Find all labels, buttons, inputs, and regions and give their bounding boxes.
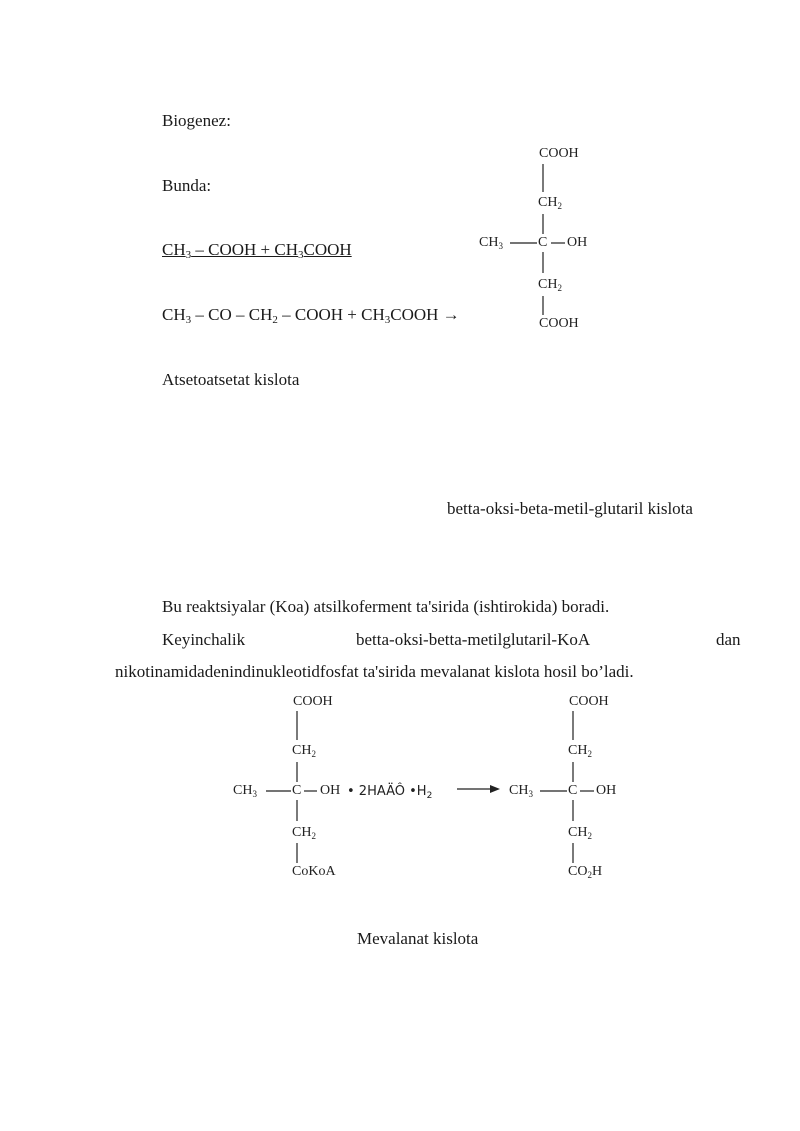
- struct2-ch2-lower: [292, 825, 316, 841]
- struct2-left: CH: [233, 783, 253, 798]
- struct1-ch2b: CH: [538, 277, 558, 292]
- struct2-ch2b-sub: 2: [311, 831, 316, 841]
- biogenez-heading: Biogenez:: [162, 111, 231, 130]
- struct1-left-sub: 3: [498, 241, 503, 251]
- struct3-methyl: [509, 783, 533, 799]
- struct1-ch2a: CH: [538, 195, 558, 210]
- eq1-part: – COOH + CH: [191, 240, 298, 259]
- struct1-bottom: COOH: [539, 316, 579, 331]
- struct3-bottom: [568, 864, 602, 880]
- struct1-ch2a-sub: 2: [557, 201, 562, 211]
- struct2-ch2a: CH: [292, 743, 312, 758]
- atsetoatsetat-label: Atsetoatsetat kislota: [162, 370, 300, 389]
- struct3-ch2a: CH: [568, 743, 588, 758]
- struct1-methyl: [479, 235, 503, 251]
- struct3-bottom-sub: 2: [587, 870, 592, 880]
- struct3-top: COOH: [569, 694, 609, 709]
- struct3-ch2b-sub: 2: [587, 831, 592, 841]
- struct2-carbon: C: [292, 783, 302, 798]
- paragraph-2-word-2: betta-oksi-betta-metilglutaril-KoA: [356, 630, 591, 649]
- betta-label: betta-oksi-beta-metil-glutaril kislota: [447, 499, 693, 518]
- eq2-sub: 3: [185, 314, 192, 326]
- struct2-ch2-upper: [292, 743, 316, 759]
- struct3-ch2b: CH: [568, 825, 588, 840]
- struct2-ch2b: CH: [292, 825, 312, 840]
- struct2-left-sub: 3: [252, 789, 257, 799]
- eq2-sub: 3: [384, 314, 391, 326]
- struct1-carbon: C: [538, 235, 548, 250]
- paragraph-2-word-1: Keyinchalik: [162, 630, 246, 649]
- eq2-part: CH: [162, 305, 186, 324]
- reaction-arrow: [457, 785, 500, 793]
- eq2-part: – CO – CH: [191, 305, 273, 324]
- struct2-methyl: [233, 783, 257, 799]
- struct3-ch2-lower: [568, 825, 592, 841]
- eq1-part: CH: [162, 240, 186, 259]
- eq1-sub: 3: [298, 249, 304, 261]
- struct2-bottom: CoKoA: [292, 864, 336, 879]
- struct2-ch2a-sub: 2: [311, 749, 316, 759]
- struct3-left: CH: [509, 783, 529, 798]
- equation-1: [162, 240, 352, 260]
- struct3-hydroxyl: OH: [596, 783, 617, 798]
- struct2-reagent: [347, 784, 432, 799]
- paragraph-1: Bu reaktsiyalar (Koa) atsilkoferment ta'sirida (ishtirokida) boradi.: [162, 597, 610, 616]
- paragraph-2-word-3: dan: [716, 630, 741, 649]
- equation-2: [162, 305, 460, 325]
- struct3-bottom-a: CO: [568, 864, 588, 879]
- struct1-hydroxyl: OH: [567, 235, 588, 250]
- paragraph-2-line-2: nikotinamidadenindinukleotidfosfat ta'sirida mevalanat kislota hosil bo’ladi.: [115, 662, 634, 681]
- bunda-label: Bunda:: [162, 176, 212, 195]
- struct2-top: COOH: [293, 694, 333, 709]
- eq2-part: COOH →: [390, 305, 460, 324]
- struct2-reagent-text: • 2HAÄÔ •H: [347, 784, 427, 799]
- struct1-ch2b-sub: 2: [557, 283, 562, 293]
- struct1-top: COOH: [539, 146, 579, 161]
- struct3-ch2a-sub: 2: [587, 749, 592, 759]
- eq1-part: COOH: [303, 240, 352, 259]
- struct1-ch2-lower: [538, 277, 562, 293]
- struct3-carbon: C: [568, 783, 578, 798]
- eq1-sub: 3: [185, 249, 192, 261]
- mevalanat-label: Mevalanat kislota: [357, 929, 479, 948]
- struct3-bottom-b: H: [591, 864, 603, 879]
- struct3-left-sub: 3: [528, 789, 533, 799]
- eq2-sub: 2: [272, 314, 278, 326]
- struct1-left: CH: [479, 235, 499, 250]
- struct2-hydroxyl: OH: [320, 783, 341, 798]
- eq2-part: – COOH + CH: [277, 305, 385, 324]
- struct3-ch2-upper: [568, 743, 592, 759]
- struct1-ch2-upper: [538, 195, 562, 211]
- struct2-reagent-sub: 2: [426, 791, 433, 801]
